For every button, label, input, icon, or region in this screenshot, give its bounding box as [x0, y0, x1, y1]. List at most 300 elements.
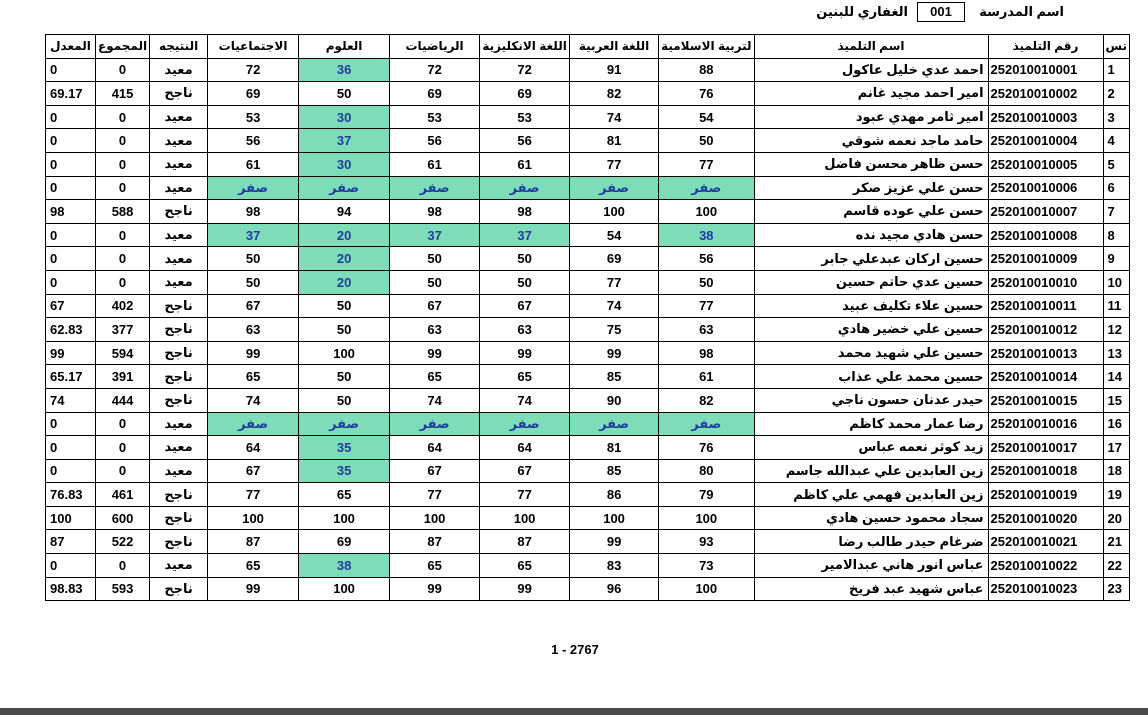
cell-social: 77 [208, 483, 299, 507]
cell-id: 252010010021 [988, 530, 1103, 554]
cell-result: معيد [150, 554, 208, 578]
cell-science: 94 [299, 200, 390, 224]
cell-result: ناجح [150, 365, 208, 389]
cell-islamic: 88 [659, 58, 754, 82]
cell-seq: 11 [1103, 294, 1129, 318]
cell-arabic: 100 [570, 506, 659, 530]
cell-id: 252010010015 [988, 388, 1103, 412]
cell-average: 0 [46, 223, 96, 247]
cell-islamic: 79 [659, 483, 754, 507]
cell-english: 50 [480, 247, 570, 271]
table-row [46, 483, 1130, 507]
cell-total: 0 [96, 223, 150, 247]
table-row [46, 247, 1130, 271]
cell-english: 65 [480, 365, 570, 389]
table-body [46, 58, 1130, 601]
cell-seq: 23 [1103, 577, 1129, 601]
cell-total: 0 [96, 247, 150, 271]
cell-id: 252010010003 [988, 105, 1103, 129]
cell-math: 50 [390, 270, 480, 294]
cell-social: صفر [208, 412, 299, 436]
cell-total: 0 [96, 412, 150, 436]
cell-total: 415 [96, 82, 150, 106]
cell-id: 252010010017 [988, 436, 1103, 460]
cell-math: 77 [390, 483, 480, 507]
cell-math: 67 [390, 294, 480, 318]
cell-arabic: صفر [570, 412, 659, 436]
cell-seq: 21 [1103, 530, 1129, 554]
cell-english: 61 [480, 152, 570, 176]
cell-islamic: 77 [659, 294, 754, 318]
cell-average: 74 [46, 388, 96, 412]
cell-islamic: 100 [659, 200, 754, 224]
table-row [46, 554, 1130, 578]
cell-average: 0 [46, 176, 96, 200]
cell-math: 65 [390, 365, 480, 389]
cell-result: معيد [150, 129, 208, 153]
cell-arabic: 85 [570, 459, 659, 483]
cell-average: 0 [46, 247, 96, 271]
cell-name: حسن علي عزيز صكر [754, 176, 988, 200]
cell-total: 0 [96, 58, 150, 82]
table-row [46, 388, 1130, 412]
cell-total: 391 [96, 365, 150, 389]
cell-arabic: صفر [570, 176, 659, 200]
cell-name: عباس شهيد عبد فريخ [754, 577, 988, 601]
cell-arabic: 75 [570, 318, 659, 342]
school-label: اسم المدرسة [979, 4, 1064, 19]
bottom-bar [0, 708, 1148, 715]
cell-name: امير احمد مجيد غانم [754, 82, 988, 106]
cell-islamic: 93 [659, 530, 754, 554]
cell-english: 69 [480, 82, 570, 106]
table-row [46, 176, 1130, 200]
cell-average: 98 [46, 200, 96, 224]
cell-social: 72 [208, 58, 299, 82]
cell-math: 87 [390, 530, 480, 554]
cell-islamic: 61 [659, 365, 754, 389]
cell-arabic: 54 [570, 223, 659, 247]
cell-result: معيد [150, 105, 208, 129]
cell-result: معيد [150, 152, 208, 176]
cell-social: 56 [208, 129, 299, 153]
cell-name: حسين علي خضير هادي [754, 318, 988, 342]
cell-result: معيد [150, 58, 208, 82]
cell-id: 252010010018 [988, 459, 1103, 483]
header-science: العلوم [299, 35, 390, 59]
cell-social: 100 [208, 506, 299, 530]
cell-social: 99 [208, 341, 299, 365]
cell-seq: 6 [1103, 176, 1129, 200]
cell-id: 252010010006 [988, 176, 1103, 200]
table-row [46, 200, 1130, 224]
cell-islamic: 77 [659, 152, 754, 176]
header-arabic: اللغة العربية [570, 35, 659, 59]
cell-islamic: صفر [659, 412, 754, 436]
cell-average: 0 [46, 129, 96, 153]
cell-seq: 7 [1103, 200, 1129, 224]
cell-science: 37 [299, 129, 390, 153]
cell-average: 87 [46, 530, 96, 554]
cell-name: سجاد محمود حسين هادي [754, 506, 988, 530]
cell-islamic: 100 [659, 506, 754, 530]
school-header [0, 2, 1148, 24]
table-row [46, 105, 1130, 129]
cell-islamic: 80 [659, 459, 754, 483]
cell-science: صفر [299, 176, 390, 200]
cell-seq: 15 [1103, 388, 1129, 412]
header-math: الرياضيات [390, 35, 480, 59]
cell-english: 100 [480, 506, 570, 530]
cell-average: 0 [46, 58, 96, 82]
cell-result: ناجح [150, 483, 208, 507]
cell-average: 0 [46, 554, 96, 578]
cell-id: 252010010020 [988, 506, 1103, 530]
cell-average: 65.17 [46, 365, 96, 389]
cell-average: 62.83 [46, 318, 96, 342]
cell-seq: 5 [1103, 152, 1129, 176]
cell-english: 63 [480, 318, 570, 342]
cell-math: 100 [390, 506, 480, 530]
cell-average: 0 [46, 459, 96, 483]
cell-seq: 17 [1103, 436, 1129, 460]
header-islamic: لتربية الاسلامية [659, 35, 754, 59]
cell-name: حيدر عدنان حسون ناجي [754, 388, 988, 412]
results-table [45, 34, 1130, 601]
cell-result: معيد [150, 247, 208, 271]
cell-result: ناجح [150, 530, 208, 554]
cell-seq: 20 [1103, 506, 1129, 530]
cell-islamic: 100 [659, 577, 754, 601]
cell-islamic: 73 [659, 554, 754, 578]
header-id: رقم التلميذ [988, 35, 1103, 59]
cell-islamic: 56 [659, 247, 754, 271]
cell-english: 98 [480, 200, 570, 224]
cell-english: 50 [480, 270, 570, 294]
cell-total: 0 [96, 270, 150, 294]
cell-total: 444 [96, 388, 150, 412]
cell-name: حسين علي شهيد محمد [754, 341, 988, 365]
cell-seq: 2 [1103, 82, 1129, 106]
cell-social: 87 [208, 530, 299, 554]
cell-social: صفر [208, 176, 299, 200]
cell-arabic: 91 [570, 58, 659, 82]
table-row [46, 318, 1130, 342]
cell-total: 588 [96, 200, 150, 224]
cell-social: 37 [208, 223, 299, 247]
cell-seq: 14 [1103, 365, 1129, 389]
cell-social: 63 [208, 318, 299, 342]
cell-science: 20 [299, 270, 390, 294]
table-row [46, 82, 1130, 106]
cell-social: 50 [208, 270, 299, 294]
cell-average: 0 [46, 436, 96, 460]
cell-islamic: 76 [659, 436, 754, 460]
cell-name: حسن ظاهر محسن فاضل [754, 152, 988, 176]
cell-arabic: 86 [570, 483, 659, 507]
cell-name: زيد كوثر نعمه عباس [754, 436, 988, 460]
table-row [46, 530, 1130, 554]
cell-science: 35 [299, 436, 390, 460]
cell-math: صفر [390, 176, 480, 200]
cell-average: 0 [46, 152, 96, 176]
cell-math: 69 [390, 82, 480, 106]
cell-math: 72 [390, 58, 480, 82]
cell-average: 76.83 [46, 483, 96, 507]
cell-math: 65 [390, 554, 480, 578]
cell-seq: 9 [1103, 247, 1129, 271]
cell-seq: 4 [1103, 129, 1129, 153]
cell-seq: 1 [1103, 58, 1129, 82]
cell-math: 56 [390, 129, 480, 153]
cell-islamic: 50 [659, 129, 754, 153]
cell-english: 87 [480, 530, 570, 554]
cell-seq: 10 [1103, 270, 1129, 294]
cell-islamic: 38 [659, 223, 754, 247]
cell-name: حامد ماجد نعمه شوقي [754, 129, 988, 153]
table-row [46, 341, 1130, 365]
cell-english: صفر [480, 412, 570, 436]
cell-science: 50 [299, 388, 390, 412]
cell-name: زين العابدين فهمي علي كاظم [754, 483, 988, 507]
cell-islamic: 76 [659, 82, 754, 106]
cell-average: 69.17 [46, 82, 96, 106]
cell-average: 67 [46, 294, 96, 318]
cell-islamic: 82 [659, 388, 754, 412]
cell-result: ناجح [150, 577, 208, 601]
cell-math: 74 [390, 388, 480, 412]
cell-social: 69 [208, 82, 299, 106]
table-row [46, 223, 1130, 247]
cell-total: 0 [96, 129, 150, 153]
cell-math: صفر [390, 412, 480, 436]
cell-math: 50 [390, 247, 480, 271]
cell-result: ناجح [150, 82, 208, 106]
header-seq: تس [1103, 35, 1129, 59]
table-row [46, 506, 1130, 530]
header-social: الاجتماعيات [208, 35, 299, 59]
cell-id: 252010010013 [988, 341, 1103, 365]
cell-name: عباس انور هاني عبدالامير [754, 554, 988, 578]
cell-seq: 3 [1103, 105, 1129, 129]
cell-average: 0 [46, 105, 96, 129]
cell-name: حسين محمد علي عذاب [754, 365, 988, 389]
cell-math: 63 [390, 318, 480, 342]
table-row [46, 152, 1130, 176]
cell-id: 252010010023 [988, 577, 1103, 601]
table-row [46, 129, 1130, 153]
cell-id: 252010010014 [988, 365, 1103, 389]
cell-science: صفر [299, 412, 390, 436]
cell-average: 0 [46, 412, 96, 436]
cell-arabic: 90 [570, 388, 659, 412]
table-row [46, 459, 1130, 483]
cell-total: 377 [96, 318, 150, 342]
cell-total: 594 [96, 341, 150, 365]
cell-result: معيد [150, 412, 208, 436]
cell-social: 98 [208, 200, 299, 224]
header-english: اللغة الانكليزية [480, 35, 570, 59]
cell-science: 50 [299, 294, 390, 318]
cell-social: 65 [208, 554, 299, 578]
cell-arabic: 69 [570, 247, 659, 271]
cell-result: ناجح [150, 200, 208, 224]
cell-total: 0 [96, 554, 150, 578]
cell-science: 100 [299, 341, 390, 365]
cell-average: 98.83 [46, 577, 96, 601]
cell-arabic: 74 [570, 105, 659, 129]
cell-arabic: 82 [570, 82, 659, 106]
cell-arabic: 81 [570, 436, 659, 460]
cell-average: 100 [46, 506, 96, 530]
cell-total: 0 [96, 436, 150, 460]
cell-science: 100 [299, 506, 390, 530]
cell-id: 252010010002 [988, 82, 1103, 106]
cell-math: 67 [390, 459, 480, 483]
cell-id: 252010010005 [988, 152, 1103, 176]
cell-science: 35 [299, 459, 390, 483]
cell-result: ناجح [150, 506, 208, 530]
cell-average: 0 [46, 270, 96, 294]
cell-science: 50 [299, 82, 390, 106]
cell-math: 99 [390, 577, 480, 601]
cell-total: 600 [96, 506, 150, 530]
cell-result: معيد [150, 223, 208, 247]
header-total: المجموع [96, 35, 150, 59]
cell-seq: 19 [1103, 483, 1129, 507]
table-header-row [46, 35, 1130, 59]
cell-english: 37 [480, 223, 570, 247]
cell-result: ناجح [150, 341, 208, 365]
cell-arabic: 85 [570, 365, 659, 389]
table-row [46, 58, 1130, 82]
cell-seq: 8 [1103, 223, 1129, 247]
cell-id: 252010010004 [988, 129, 1103, 153]
cell-english: 65 [480, 554, 570, 578]
cell-science: 30 [299, 105, 390, 129]
cell-average: 99 [46, 341, 96, 365]
cell-social: 64 [208, 436, 299, 460]
cell-result: ناجح [150, 318, 208, 342]
cell-name: زين العابدين علي عبدالله جاسم [754, 459, 988, 483]
cell-arabic: 77 [570, 270, 659, 294]
cell-english: 74 [480, 388, 570, 412]
cell-arabic: 99 [570, 341, 659, 365]
cell-english: 67 [480, 459, 570, 483]
header-result: النتيجه [150, 35, 208, 59]
cell-science: 30 [299, 152, 390, 176]
cell-arabic: 83 [570, 554, 659, 578]
cell-result: ناجح [150, 388, 208, 412]
cell-name: حسين عدي حاتم حسين [754, 270, 988, 294]
cell-arabic: 81 [570, 129, 659, 153]
cell-english: 64 [480, 436, 570, 460]
cell-name: حسين علاء تكليف عبيد [754, 294, 988, 318]
cell-seq: 13 [1103, 341, 1129, 365]
cell-english: 72 [480, 58, 570, 82]
table-row [46, 577, 1130, 601]
cell-science: 100 [299, 577, 390, 601]
cell-result: ناجح [150, 294, 208, 318]
cell-social: 53 [208, 105, 299, 129]
cell-total: 0 [96, 176, 150, 200]
cell-total: 0 [96, 105, 150, 129]
cell-total: 0 [96, 152, 150, 176]
cell-id: 252010010007 [988, 200, 1103, 224]
cell-name: ضرغام حيدر طالب رضا [754, 530, 988, 554]
cell-islamic: 50 [659, 270, 754, 294]
header-name: اسم التلميذ [754, 35, 988, 59]
cell-math: 98 [390, 200, 480, 224]
cell-id: 252010010010 [988, 270, 1103, 294]
cell-science: 50 [299, 365, 390, 389]
cell-science: 36 [299, 58, 390, 82]
cell-seq: 18 [1103, 459, 1129, 483]
cell-id: 252010010012 [988, 318, 1103, 342]
cell-result: معيد [150, 459, 208, 483]
cell-english: 53 [480, 105, 570, 129]
cell-english: 99 [480, 577, 570, 601]
cell-social: 50 [208, 247, 299, 271]
cell-total: 522 [96, 530, 150, 554]
table-row [46, 365, 1130, 389]
cell-name: رضا عمار محمد كاظم [754, 412, 988, 436]
school-code: 001 [917, 2, 965, 22]
cell-science: 65 [299, 483, 390, 507]
cell-science: 20 [299, 223, 390, 247]
header-average: المعدل [46, 35, 96, 59]
cell-seq: 22 [1103, 554, 1129, 578]
cell-science: 50 [299, 318, 390, 342]
cell-social: 61 [208, 152, 299, 176]
cell-science: 38 [299, 554, 390, 578]
cell-english: 99 [480, 341, 570, 365]
cell-id: 252010010011 [988, 294, 1103, 318]
cell-english: 67 [480, 294, 570, 318]
cell-math: 61 [390, 152, 480, 176]
cell-result: معيد [150, 176, 208, 200]
cell-islamic: صفر [659, 176, 754, 200]
cell-name: حسن هادي مجيد نده [754, 223, 988, 247]
cell-science: 20 [299, 247, 390, 271]
cell-social: 74 [208, 388, 299, 412]
cell-name: امير ثامر مهدي عبود [754, 105, 988, 129]
cell-english: صفر [480, 176, 570, 200]
table-row [46, 436, 1130, 460]
cell-islamic: 63 [659, 318, 754, 342]
cell-result: معيد [150, 436, 208, 460]
cell-social: 67 [208, 459, 299, 483]
cell-total: 402 [96, 294, 150, 318]
cell-english: 56 [480, 129, 570, 153]
cell-islamic: 98 [659, 341, 754, 365]
cell-total: 0 [96, 459, 150, 483]
cell-social: 67 [208, 294, 299, 318]
cell-id: 252010010008 [988, 223, 1103, 247]
cell-arabic: 77 [570, 152, 659, 176]
school-name: الغفاري للبنين [816, 4, 908, 19]
cell-science: 69 [299, 530, 390, 554]
cell-arabic: 96 [570, 577, 659, 601]
cell-social: 99 [208, 577, 299, 601]
cell-id: 252010010016 [988, 412, 1103, 436]
cell-id: 252010010019 [988, 483, 1103, 507]
table-row [46, 294, 1130, 318]
cell-math: 64 [390, 436, 480, 460]
cell-name: احمد عدي خليل عاكول [754, 58, 988, 82]
cell-math: 37 [390, 223, 480, 247]
cell-social: 65 [208, 365, 299, 389]
